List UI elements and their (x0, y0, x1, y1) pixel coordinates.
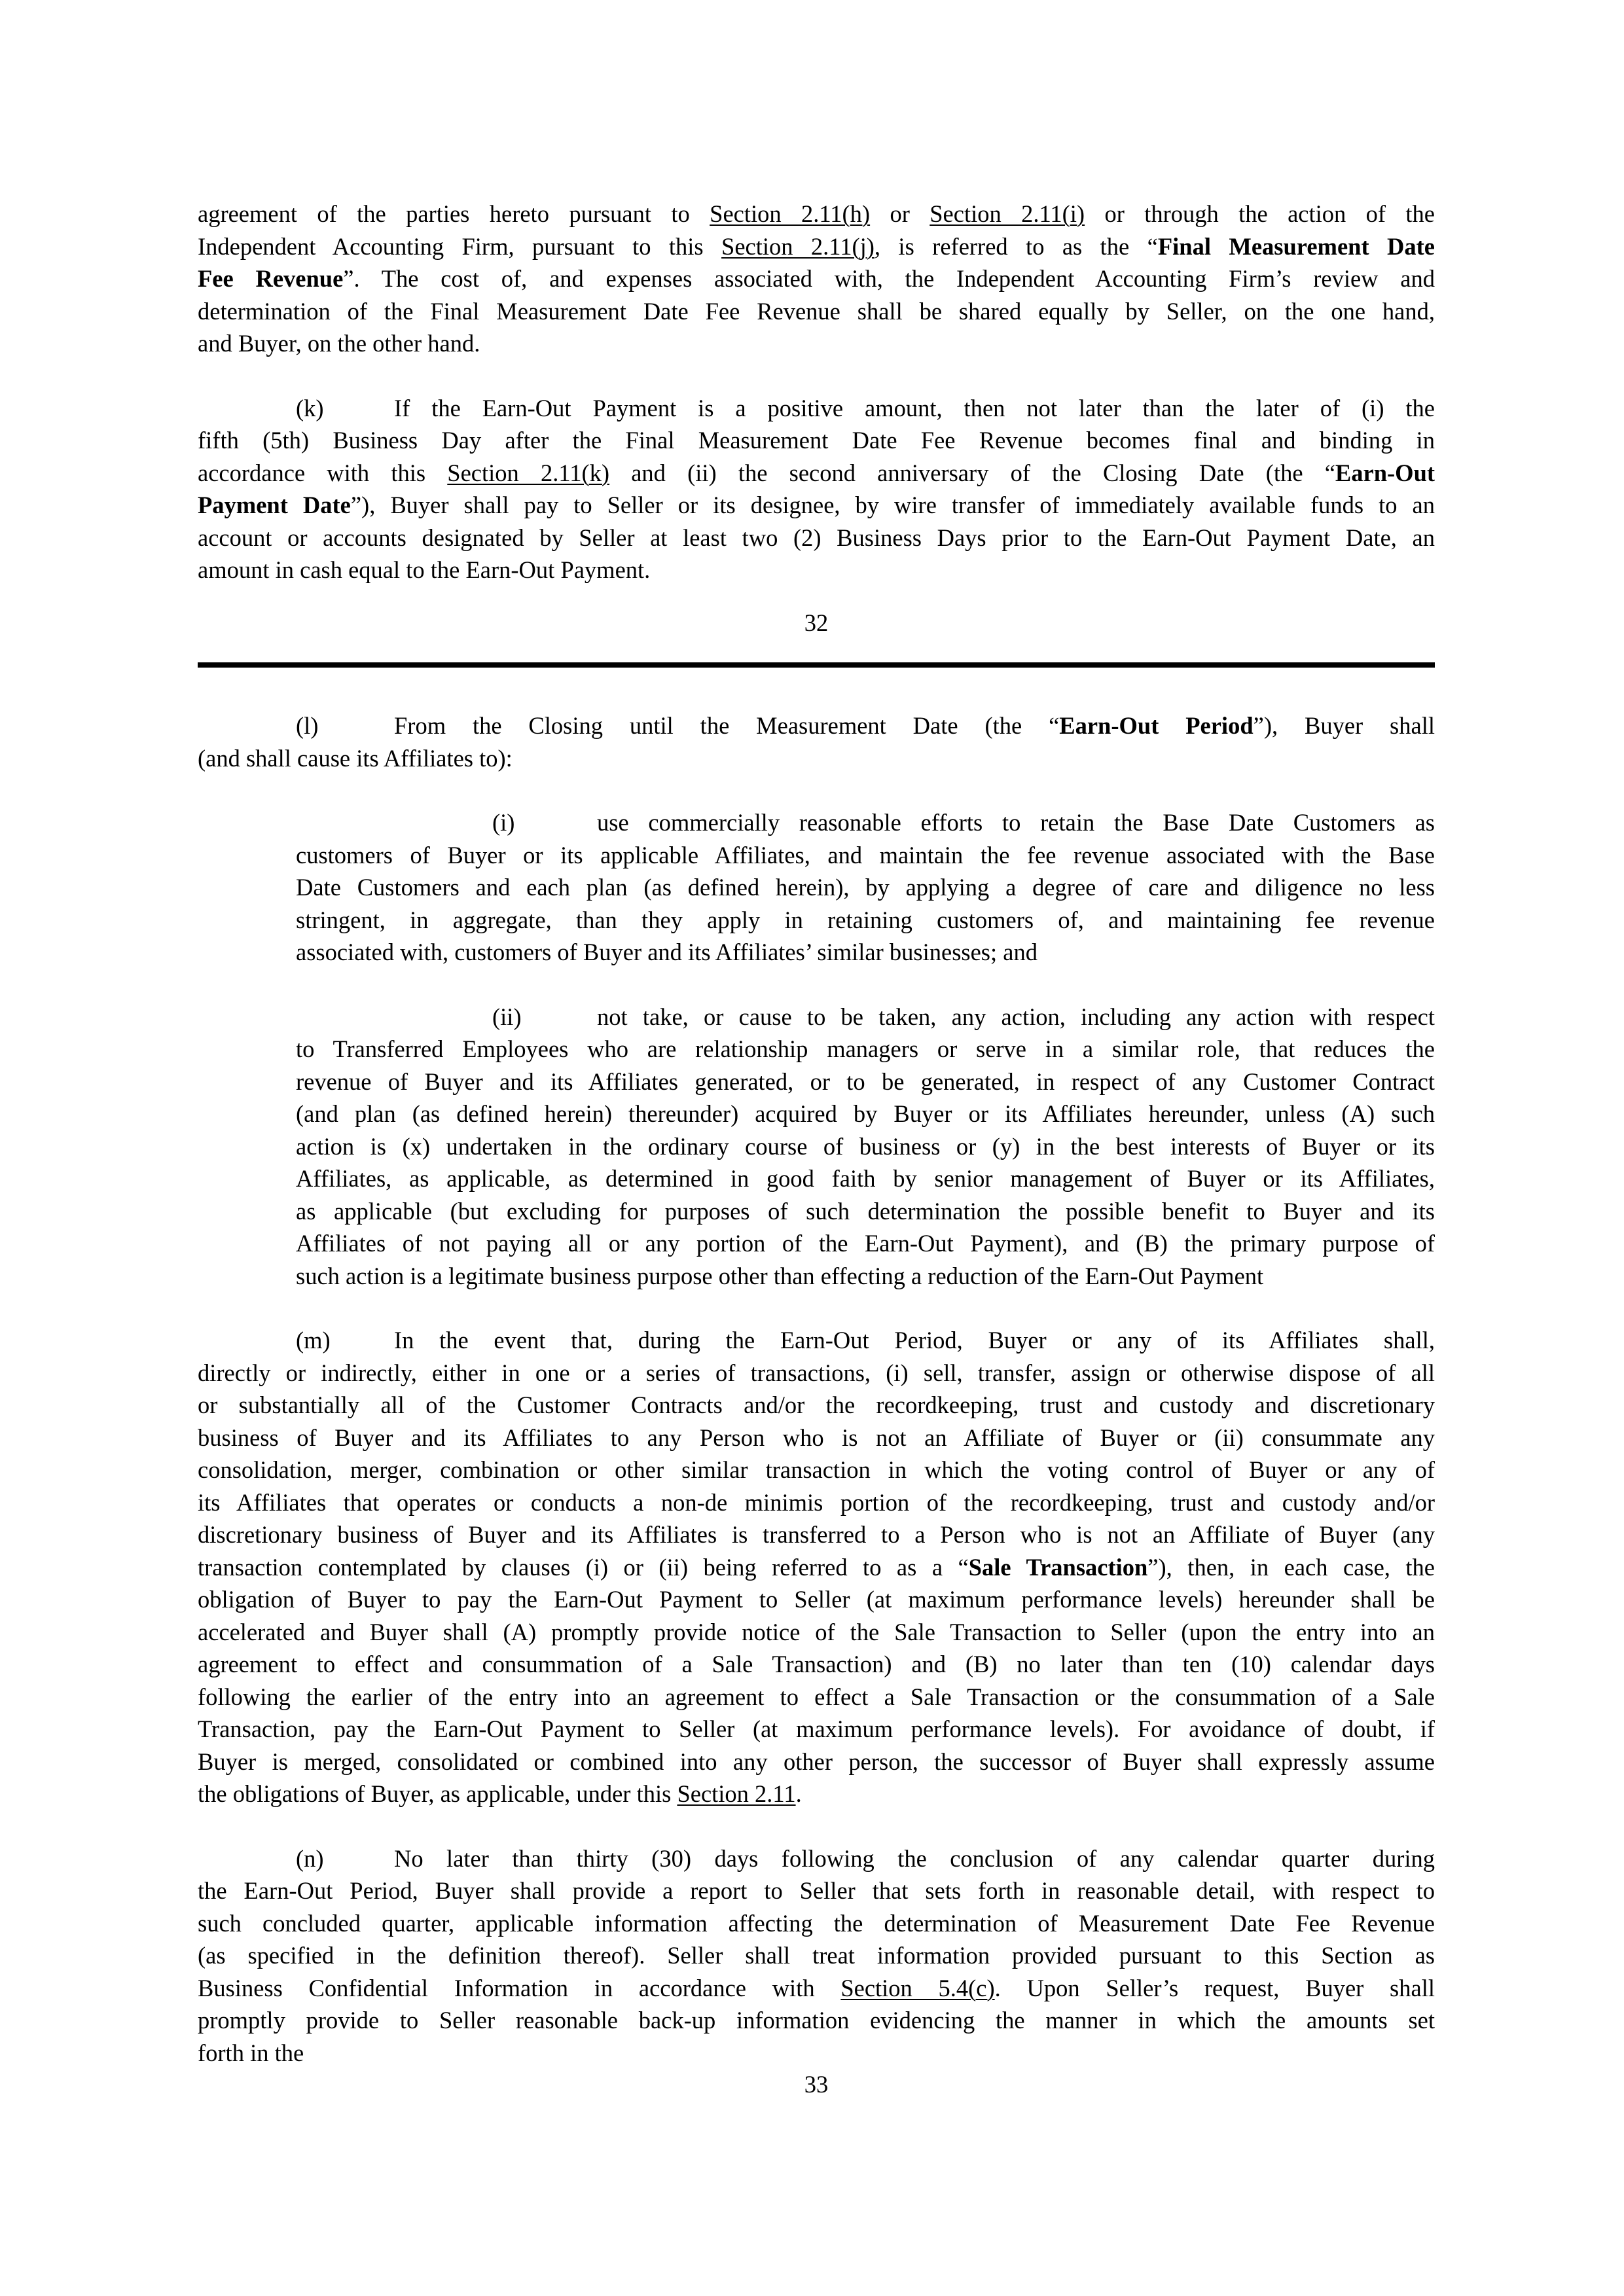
text: Independent Accounting Firm, pursuant to this (198, 232, 722, 260)
text-line (296, 1001, 1435, 1033)
text: ”), then, in each case, the (1147, 1553, 1435, 1581)
text: In the event that, during the Earn-Out Period, Buyer or any of its Affiliates shall, (394, 1327, 1435, 1354)
text-line: directly or indirectly, either in one or a series of transactions, (i) sell, transfer, assign or otherwise dispose of all (198, 1359, 1435, 1386)
defined-term: Earn-Out (1335, 459, 1435, 486)
subparagraph-l-ii (198, 1001, 1435, 1293)
text-line: account or accounts designated by Seller at least two (2) Business Days prior to the Earn-Out Payment Date, an (198, 524, 1435, 551)
text-line: following the earlier of the entry into an agreement to effect a Sale Transaction or the consummation of a Sale (198, 1683, 1435, 1710)
text-line (198, 392, 1435, 425)
text: and (ii) the second anniversary of the Closing Date (the “ (609, 459, 1335, 486)
text-line: amount in cash equal to the Earn-Out Payment. (198, 556, 651, 583)
paragraph-label: (n) (296, 1844, 324, 1872)
subparagraph-l-i (198, 806, 1435, 969)
section-reference: Section 2.11(h) (710, 200, 871, 227)
section-reference: Section 2.11(k) (447, 459, 610, 486)
text-line (198, 1972, 1435, 2005)
text-line: customers of Buyer or its applicable Affiliates, and maintain the fee revenue associated with the Base (296, 841, 1435, 869)
text-line (198, 709, 1435, 742)
text-line (198, 1324, 1435, 1357)
text-line: the Earn-Out Period, Buyer shall provide a report to Seller that sets forth in reasonable detail, with respect to (198, 1877, 1435, 1904)
text-line (198, 262, 1435, 295)
text-line: business of Buyer and its Affiliates to any Person who is not an Affiliate of Buyer or (ii) consummate any (198, 1424, 1435, 1451)
paragraph-label: (l) (296, 712, 319, 739)
text-line: such concluded quarter, applicable information affecting the determination of Measurement Date Fee Revenue (198, 1909, 1435, 1937)
text: or (870, 200, 930, 227)
text-line: fifth (5th) Business Day after the Final Measurement Date Fee Revenue becomes final and binding in (198, 427, 1435, 454)
text-line: such action is a legitimate business purpose other than effecting a reduction of the Earn-Out Payment (296, 1262, 1264, 1289)
paragraph-label: (i) (492, 809, 515, 836)
paragraph-n (198, 1842, 1435, 2070)
text-line: Date Customers and each plan (as defined herein), by applying a degree of care and diligence no less (296, 874, 1435, 901)
defined-term: Earn-Out Period (1059, 712, 1254, 739)
section-reference: Section 2.11(j) (721, 232, 875, 260)
text-line (198, 457, 1435, 490)
text-line (198, 198, 1435, 230)
page-break-divider (198, 662, 1435, 668)
text-line (296, 806, 1435, 839)
text-line: discretionary business of Buyer and its Affiliates is transferred to a Person who is not an Affiliate of Buyer (any (198, 1521, 1435, 1548)
text-line: and Buyer, on the other hand. (198, 330, 480, 357)
section-reference: Section 5.4(c) (840, 1974, 995, 2001)
text-line: obligation of Buyer to pay the Earn-Out Payment to Seller (at maximum performance levels) hereunder shall be (198, 1586, 1435, 1613)
section-reference: Section 2.11 (677, 1780, 796, 1807)
defined-term: Final Measurement Date (1157, 232, 1435, 260)
text: ”), Buyer shall pay to Seller or its designee, by wire transfer of immediately available funds to an (350, 492, 1435, 518)
text-line: Buyer is merged, consolidated or combined into any other person, the successor of Buyer shall expressly assume (198, 1748, 1435, 1775)
text-line: consolidation, merger, combination or other similar transaction in which the voting control of Buyer or any of (198, 1456, 1435, 1483)
text-line: revenue of Buyer and its Affiliates generated, or to be generated, in respect of any Customer Contract (296, 1067, 1435, 1095)
text-line: stringent, in aggregate, than they apply in retaining customers of, and maintaining fee revenue (296, 906, 1435, 933)
text: , is referred to as the “ (874, 232, 1158, 260)
text-line: (and plan (as defined herein) thereunder) acquired by Buyer or its Affiliates hereunder, unless (A) such (296, 1100, 1435, 1127)
text-line: Affiliates of not paying all or any portion of the Earn-Out Payment), and (B) the primary purpose of (296, 1230, 1435, 1257)
paragraph-label: (ii) (492, 1003, 522, 1030)
text-line: Affiliates, as applicable, as determined in good faith by senior management of Buyer or its Affiliates, (296, 1165, 1435, 1192)
text: ”), Buyer shall (1253, 712, 1435, 739)
text: transaction contemplated by clauses (i) or (ii) being referred to as a “ (198, 1553, 969, 1581)
text: agreement of the parties hereto pursuant to (198, 200, 710, 227)
text: use commercially reasonable efforts to retain the Base Date Customers as (597, 809, 1435, 836)
paragraph-j-continuation (198, 198, 1435, 360)
paragraph-l (198, 709, 1435, 774)
text-line: Transaction, pay the Earn-Out Payment to Seller (at maximum performance levels). For avoidance of doubt, if (198, 1715, 1435, 1742)
text-line (198, 1551, 1435, 1584)
text-line: associated with, customers of Buyer and its Affiliates’ similar businesses; and (296, 939, 1038, 965)
page-33-body (198, 709, 1435, 2069)
text-line: as applicable (but excluding for purposes of such determination the possible benefit to Buyer and its (296, 1197, 1435, 1225)
text: not take, or cause to be taken, any action, including any action with respect (597, 1003, 1435, 1030)
text: accordance with this (198, 459, 448, 486)
page-32-body (198, 198, 1435, 586)
text-line: its Affiliates that operates or conducts a non-de minimis portion of the recordkeeping, trust and custody and/or (198, 1488, 1435, 1516)
text: the obligations of Buyer, as applicable, under this (198, 1780, 677, 1807)
text-line: forth in the (198, 2039, 304, 2066)
text-line: (and shall cause its Affiliates to): (198, 744, 513, 772)
paragraph-label: (k) (296, 394, 324, 422)
text-line (198, 489, 1435, 522)
text-line (198, 1778, 1435, 1810)
paragraph-m (198, 1324, 1435, 1810)
text: No later than thirty (30) days following the conclusion of any calendar quarter during (394, 1844, 1435, 1872)
text-line: promptly provide to Seller reasonable back-up information evidencing the manner in which the amounts set (198, 2007, 1435, 2034)
defined-term: Sale Transaction (968, 1553, 1148, 1581)
text: . (795, 1780, 802, 1807)
text: From the Closing until the Measurement Date (the “ (394, 712, 1060, 739)
text-line: accelerated and Buyer shall (A) promptly provide notice of the Sale Transaction to Seller (upon the entry into an (198, 1618, 1435, 1645)
defined-term: Fee Revenue (198, 265, 344, 292)
text: ”. The cost of, and expenses associated with, the Independent Accounting Firm’s review and (343, 265, 1435, 292)
text-line: determination of the Final Measurement Date Fee Revenue shall be shared equally by Seller, on the one hand, (198, 297, 1435, 325)
defined-term: Payment Date (198, 492, 351, 518)
text: . Upon Seller’s request, Buyer shall (994, 1974, 1435, 2001)
paragraph-label: (m) (296, 1327, 331, 1354)
text-line (198, 1842, 1435, 1875)
text-line: or substantially all of the Customer Contracts and/or the recordkeeping, trust and custody and discretionary (198, 1391, 1435, 1418)
text-line: agreement to effect and consummation of a Sale Transaction) and (B) no later than ten (10) calendar days (198, 1651, 1435, 1677)
page-number: 33 (804, 2071, 829, 2098)
page-number: 32 (804, 609, 829, 636)
text-line: to Transferred Employees who are relationship managers or serve in a similar role, that reduces the (296, 1035, 1435, 1062)
paragraph-k (198, 392, 1435, 586)
text: or through the action of the (1085, 200, 1435, 227)
text: If the Earn-Out Payment is a positive amount, then not later than the later of (i) the (394, 394, 1435, 422)
text-line: action is (x) undertaken in the ordinary course of business or (y) in the best interests of Buyer or its (296, 1132, 1435, 1160)
text: Business Confidential Information in accordance with (198, 1974, 841, 2001)
text-line (198, 230, 1435, 263)
section-reference: Section 2.11(i) (929, 200, 1085, 227)
text-line: (as specified in the definition thereof). Seller shall treat information provided pursuant to this Section as (198, 1942, 1435, 1969)
